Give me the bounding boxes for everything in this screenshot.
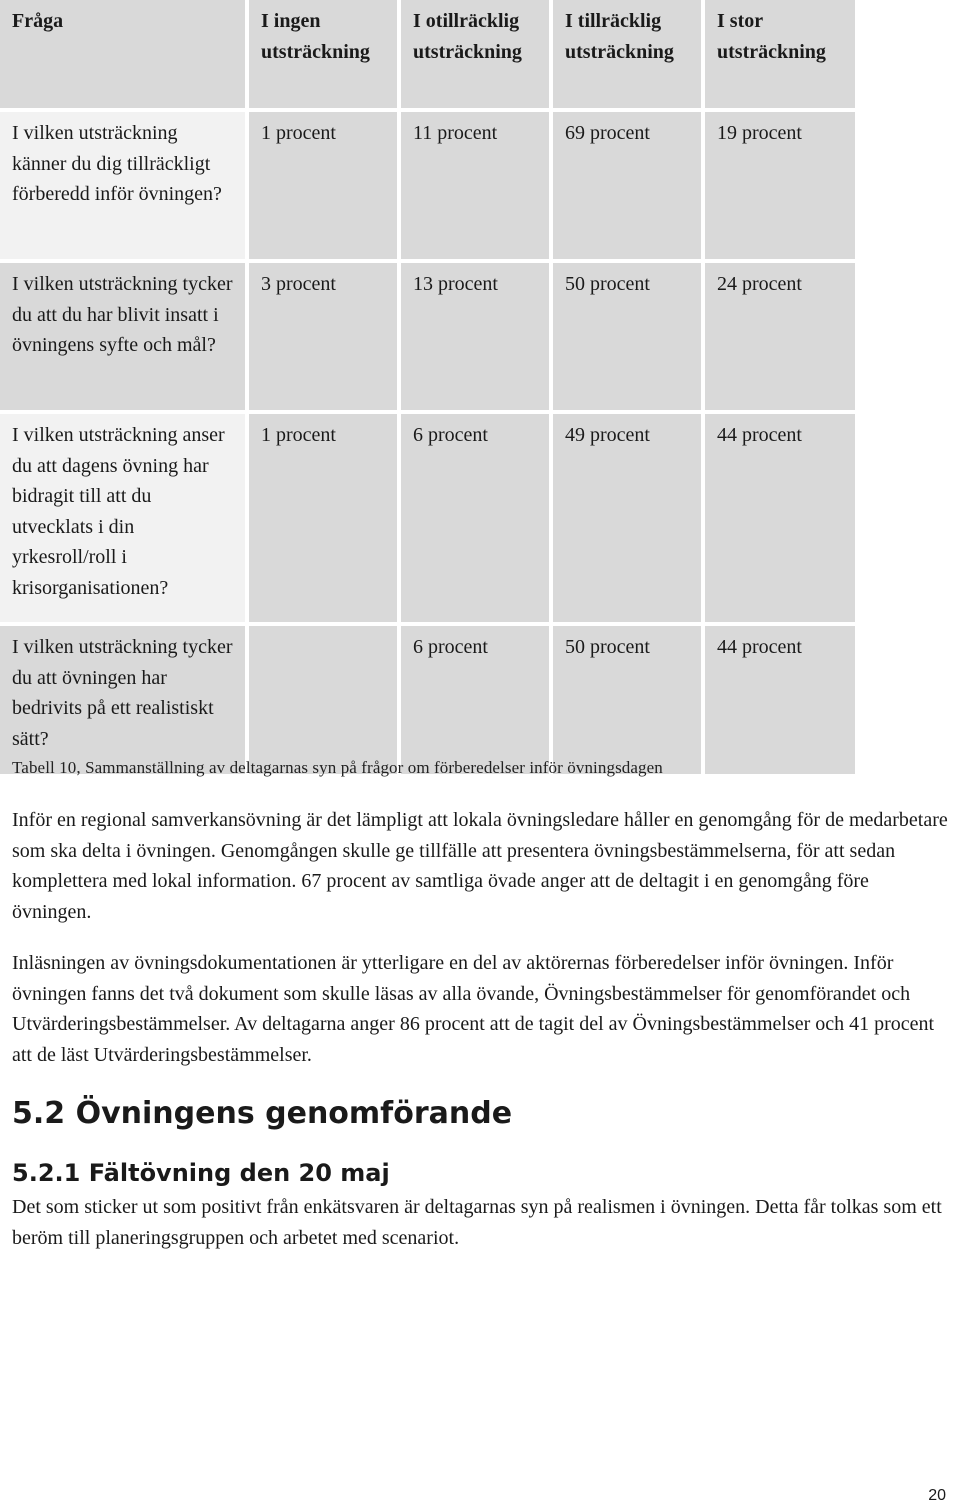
table-row-4-none	[249, 626, 397, 774]
table-row-1-sufficient: 69 procent	[553, 112, 701, 259]
table-row-3-large: 44 procent	[705, 414, 855, 622]
paragraph-field-exercise: Det som sticker ut som positivt från enkätsvaren är deltagarnas syn på realismen i övningen. Detta får tolkas som ett beröm till planeringsgruppen och arbetet med scenariot.	[12, 1196, 942, 1249]
header-cell-none: I ingen utsträckning	[249, 0, 397, 108]
table-row-1-none: 1 procent	[249, 112, 397, 259]
header-cell-question: Fråga	[0, 0, 245, 108]
table-row-2-sufficient: 50 procent	[553, 263, 701, 410]
subsection-heading: 5.2.1 Fältövning den 20 maj	[12, 1159, 390, 1187]
table-row-4-insufficient: 6 procent	[401, 626, 549, 774]
header-cell-insufficient: I otillräcklig utsträckning	[401, 0, 549, 108]
table-row-3-question: I vilken utsträckning anser du att dagens övning har bidragit till att du utvecklats i din yrkesroll/roll i krisorganisationen?	[0, 414, 245, 622]
table-row-3-insufficient: 6 procent	[401, 414, 549, 622]
table-row-4-question: I vilken utsträckning tycker du att övningen har bedrivits på ett realistiskt sätt?	[0, 626, 245, 774]
table-row-1-question: I vilken utsträckning känner du dig tillräckligt förberedd inför övningen?	[0, 112, 245, 259]
table-row-1-large: 19 procent	[705, 112, 855, 259]
results-table	[0, 0, 855, 774]
paragraph-documentation: Inläsningen av övningsdokumentationen är ytterligare en del av aktörernas förberedelser inför övningen. Inför övningen fanns det två dokument som skulle läsas av alla övande, Övningsbestämmelser för genomförandet och Utvärderingsbestämmelser. Av deltagarna anger 86 procent att de tagit del av Övningsbestämmelser och 41 procent att de läst Utvärderingsbestämmelser.	[12, 952, 935, 1066]
paragraph-briefing: Inför en regional samverkansövning är det lämpligt att lokala övningsledare håller en genomgång för de medarbetare som ska delta i övningen. Genomgången skulle ge tillfälle att presentera övningsbestämmelserna, för att sedan komplettera med lokal information. 67 procent av samtliga övade anger att de deltagit i en genomgång före övningen.	[12, 809, 948, 923]
page-number: 20	[928, 1487, 946, 1504]
header-cell-large: I stor utsträckning	[705, 0, 855, 108]
section-heading: 5.2 Övningens genomförande	[12, 1096, 513, 1131]
table-row-2-insufficient: 13 procent	[401, 263, 549, 410]
table-row-1-insufficient: 11 procent	[401, 112, 549, 259]
table-row-3-none: 1 procent	[249, 414, 397, 622]
table-row-2-none: 3 procent	[249, 263, 397, 410]
table-row-3-sufficient: 49 procent	[553, 414, 701, 622]
table-row-4-sufficient: 50 procent	[553, 626, 701, 774]
table-row-4-large: 44 procent	[705, 626, 855, 774]
table-row-2-question: I vilken utsträckning tycker du att du har blivit insatt i övningens syfte och mål?	[0, 263, 245, 410]
header-cell-sufficient: I tillräcklig utsträckning	[553, 0, 701, 108]
table-caption: Tabell 10, Sammanställning av deltagarnas syn på frågor om förberedelser inför övningsdagen	[12, 758, 663, 777]
table-row-2-large: 24 procent	[705, 263, 855, 410]
